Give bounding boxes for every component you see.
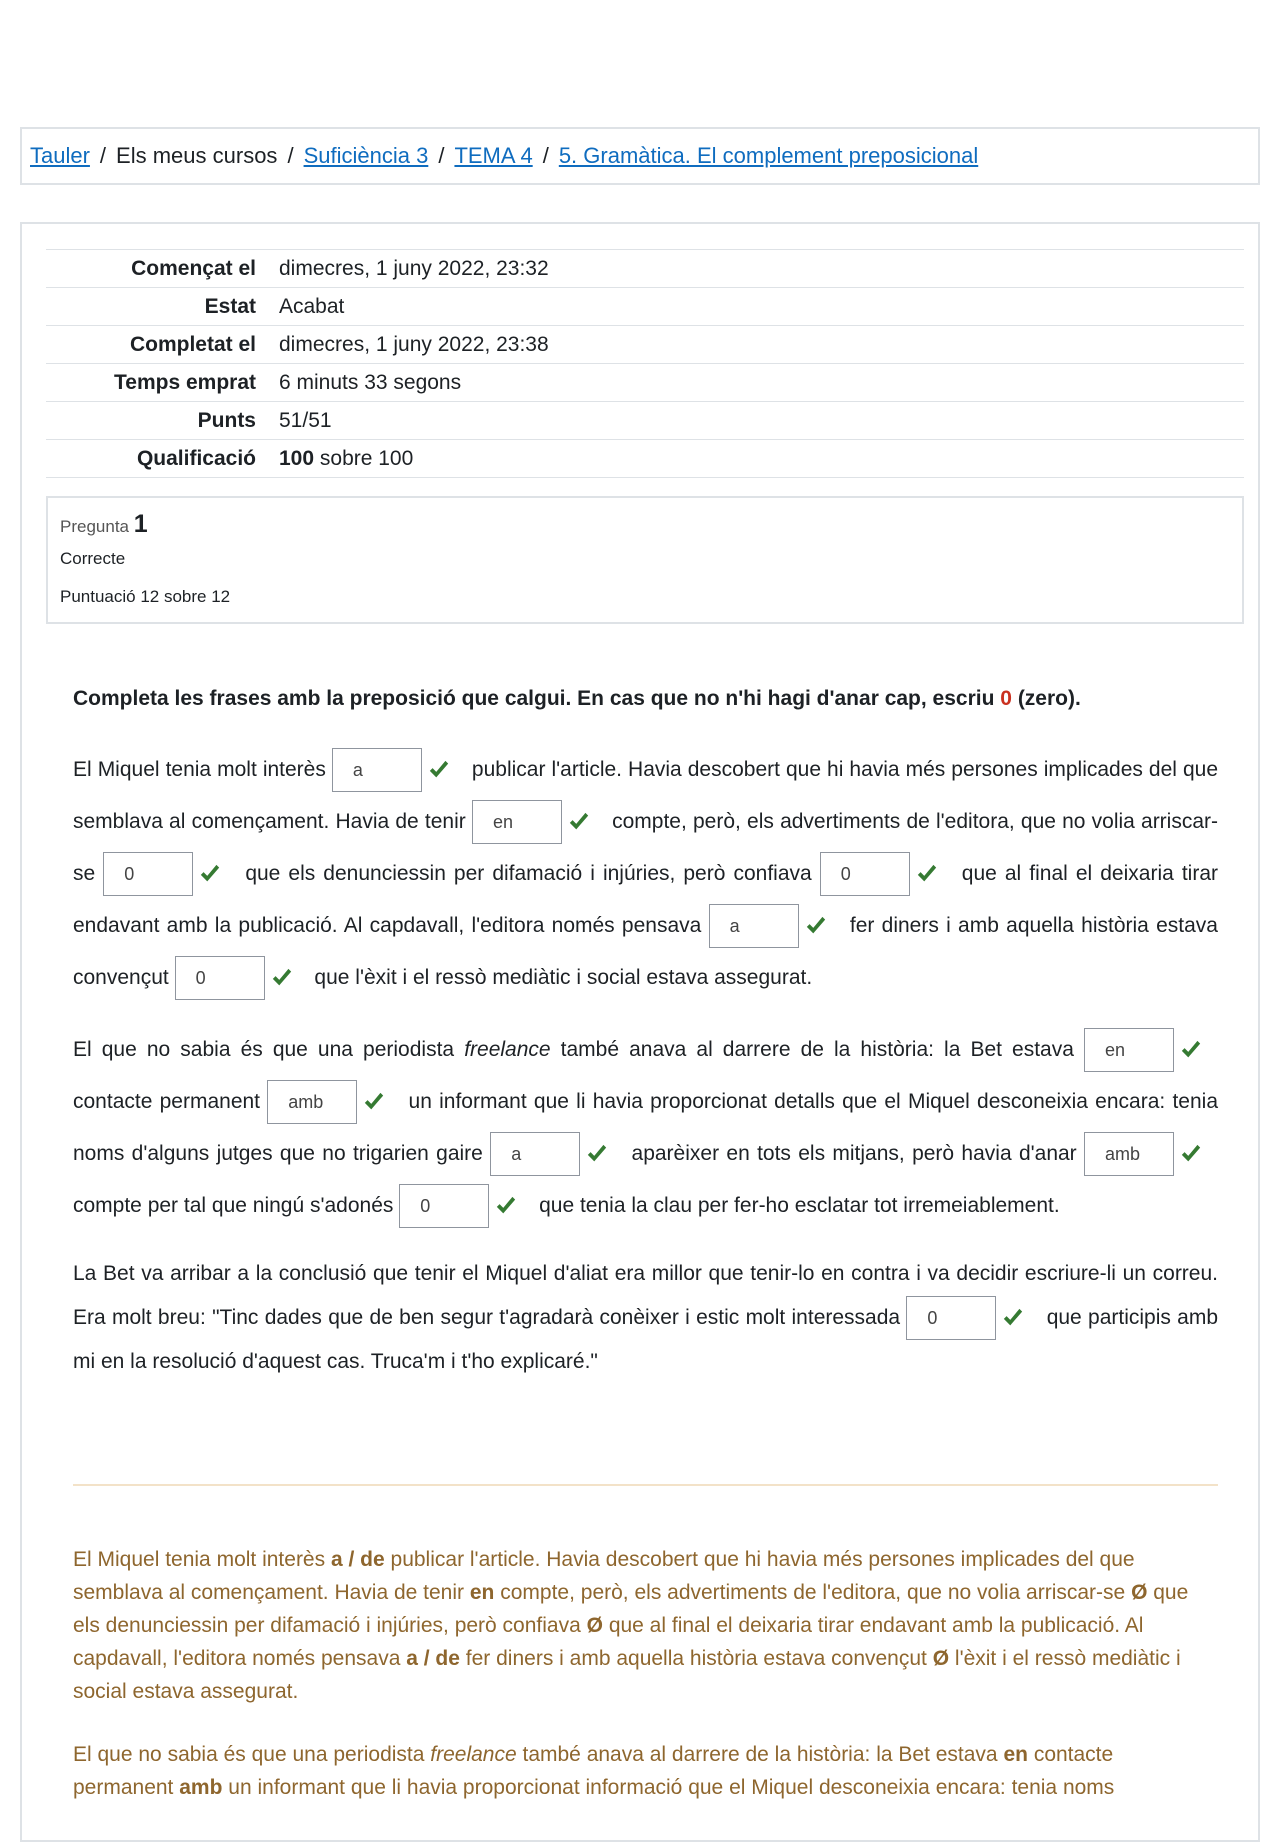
text-segment: El que no sabia és que una periodista [73,1038,455,1061]
text-segment: un informant que li havia proporcionat detalls que el Miquel desconeixia encara: tenia noms d'alguns jutges que no trigarien gaire [73,1090,1219,1165]
text-segment: que participis amb mi en la resolució d'aquest cas. Truca'm i t'ho explicaré." [73,1306,1219,1374]
feedback-answer: Ø [1131,1581,1148,1604]
text-segment: que tenia la clau per fer-ho esclatar tot irremeiablement. [539,1194,1060,1217]
correct-check-icon [586,1143,608,1165]
breadcrumb-activity-link[interactable]: 5. Gramàtica. El complement preposicional [558,143,979,168]
breadcrumb-separator: / [542,143,549,168]
feedback-answer: en [1003,1743,1028,1766]
summary-value: dimecres, 1 juny 2022, 23:38 [279,326,1244,364]
feedback-text: un informant que li havia proporcionat informació que el Miquel desconeixia encara: tenia noms [228,1776,1115,1799]
question-paragraph-1 [73,744,1218,1004]
summary-row [46,364,1244,402]
answer-blank[interactable] [175,956,265,1000]
feedback-text: compte, però, els advertiments de l'editora, que no volia arriscar-se [500,1581,1126,1604]
summary-row-grade [46,440,1244,478]
answer-blank[interactable] [399,1184,489,1228]
answer-blank[interactable] [103,852,193,896]
correct-check-icon [568,811,590,833]
breadcrumb-section-link[interactable]: TEMA 4 [454,143,533,168]
correct-check-icon [916,863,938,885]
text-segment: que al final el deixaria tirar endavant amb la publicació. Al capdavall, l'editora només pensava [73,862,1218,937]
grade-label: Qualificació [46,440,279,478]
summary-value: dimecres, 1 juny 2022, 23:32 [279,250,1244,288]
breadcrumb-separator: / [438,143,445,168]
feedback-paragraph-1 [73,1543,1218,1708]
answer-blank[interactable] [490,1132,580,1176]
question-prefix: Pregunta [60,517,129,536]
text-segment: publicar l'article. Havia descobert que hi havia més persones implicades del que semblava al començament. Havia de tenir [73,758,1219,833]
summary-label: Completat el [46,326,279,364]
feedback-answer: a / de [406,1647,460,1670]
correct-check-icon [495,1195,517,1217]
feedback-text: El Miquel tenia molt interès [73,1548,326,1571]
answer-blank[interactable] [1084,1132,1174,1176]
summary-label: Estat [46,288,279,326]
feedback-text: contacte permanent [73,1743,1114,1799]
feedback-answer: amb [179,1776,223,1799]
grade-suffix: sobre 100 [319,446,414,470]
answer-blank[interactable] [472,800,562,844]
question-state: Correcte [60,549,126,568]
feedback-answer: a / de [330,1548,385,1571]
question-info-box [46,496,1244,624]
correct-check-icon [199,863,221,885]
general-feedback [73,1543,1218,1834]
summary-value: 51/51 [279,402,1244,440]
summary-row [46,326,1244,364]
summary-label: Temps emprat [46,364,279,402]
feedback-divider [73,1484,1218,1486]
summary-value: Acabat [279,288,1244,326]
breadcrumb-my-courses: Els meus cursos [116,143,278,168]
correct-check-icon [805,915,827,937]
question-number-value: 1 [133,510,148,538]
summary-row [46,250,1244,288]
feedback-text: fer diners i amb aquella història estava convençut [465,1647,927,1670]
question-paragraph-2 [73,1024,1218,1232]
text-segment: compte, però, els advertiments de l'editora, que no volia arriscar-se [73,810,1219,885]
grade-value: 100 [279,446,315,470]
breadcrumb-separator: / [99,143,107,168]
feedback-text: que els denunciessin per difamació i injúries, però confiava [73,1581,1189,1637]
breadcrumb-course-link[interactable]: Suficiència 3 [303,143,429,168]
summary-label: Començat el [46,250,279,288]
correct-check-icon [271,967,293,989]
correct-check-icon [1180,1143,1202,1165]
text-segment: El Miquel tenia molt interès [73,758,326,781]
breadcrumb-home-link[interactable]: Tauler [30,143,90,168]
text-segment: fer diners i amb aquella història estava convençut [73,914,1218,989]
instruction-text: Completa les frases amb la preposició que calgui. En cas que no n'hi hagi d'anar cap, escriu [73,687,995,710]
summary-label: Punts [46,402,279,440]
feedback-paragraph-2 [73,1738,1218,1804]
text-segment-italic: freelance [464,1038,551,1061]
question-paragraph-3 [73,1252,1218,1384]
text-segment: aparèixer en tots els mitjans, però havia d'anar [631,1142,1077,1165]
answer-blank[interactable] [267,1080,357,1124]
question-text [73,684,1218,1404]
text-segment: que l'èxit i el ressò mediàtic i social estava assegurat. [314,966,813,989]
feedback-answer: en [469,1581,495,1604]
feedback-text: l'èxit i el ressò mediàtic i social estava assegurat. [73,1647,1181,1703]
answer-blank[interactable] [709,904,799,948]
feedback-text: també anava al darrere de la història: la Bet estava [522,1743,998,1766]
question-mark: Puntuació 12 sobre 12 [60,587,231,606]
attempt-summary-table [46,249,1244,478]
question-instruction [73,684,1218,714]
question-number [60,510,1230,539]
answer-blank[interactable] [906,1296,996,1340]
feedback-text: que al final el deixaria tirar endavant amb la publicació. Al capdavall, l'editora només pensava [73,1614,1144,1670]
text-segment: també anava al darrere de la història: la Bet estava [560,1038,1074,1061]
text-segment: contacte permanent [73,1090,261,1113]
breadcrumb-separator: / [287,143,294,168]
text-segment: La Bet va arribar a la conclusió que tenir el Miquel d'aliat era millor que tenir-lo en contra i va decidir escriure-li un correu. Era molt breu: "Tinc dades que de ben segur t'agradarà conèixer i estic molt interessada [73,1262,1218,1329]
correct-check-icon [1180,1039,1202,1061]
summary-value: 6 minuts 33 segons [279,364,1244,402]
feedback-answer: Ø [586,1614,603,1637]
answer-blank[interactable] [1084,1028,1174,1072]
instruction-text-end: (zero). [1017,687,1081,710]
feedback-text-italic: freelance [430,1743,517,1766]
grade-value-cell [279,440,1244,478]
correct-check-icon [363,1091,385,1113]
text-segment: compte per tal que ningú s'adonés [73,1194,394,1217]
answer-blank[interactable] [332,748,422,792]
feedback-answer: Ø [932,1647,950,1670]
correct-check-icon [1002,1307,1024,1329]
summary-row [46,402,1244,440]
summary-row [46,288,1244,326]
correct-check-icon [428,759,450,781]
breadcrumb [20,127,1260,185]
feedback-text: publicar l'article. Havia descobert que hi havia més persones implicades del que semblava al començament. Havia de tenir [73,1548,1135,1604]
answer-blank[interactable] [820,852,910,896]
instruction-zero: 0 [1000,687,1012,710]
text-segment: que els denunciessin per difamació i injúries, però confiava [245,862,812,885]
feedback-text: El que no sabia és que una periodista [73,1743,425,1766]
